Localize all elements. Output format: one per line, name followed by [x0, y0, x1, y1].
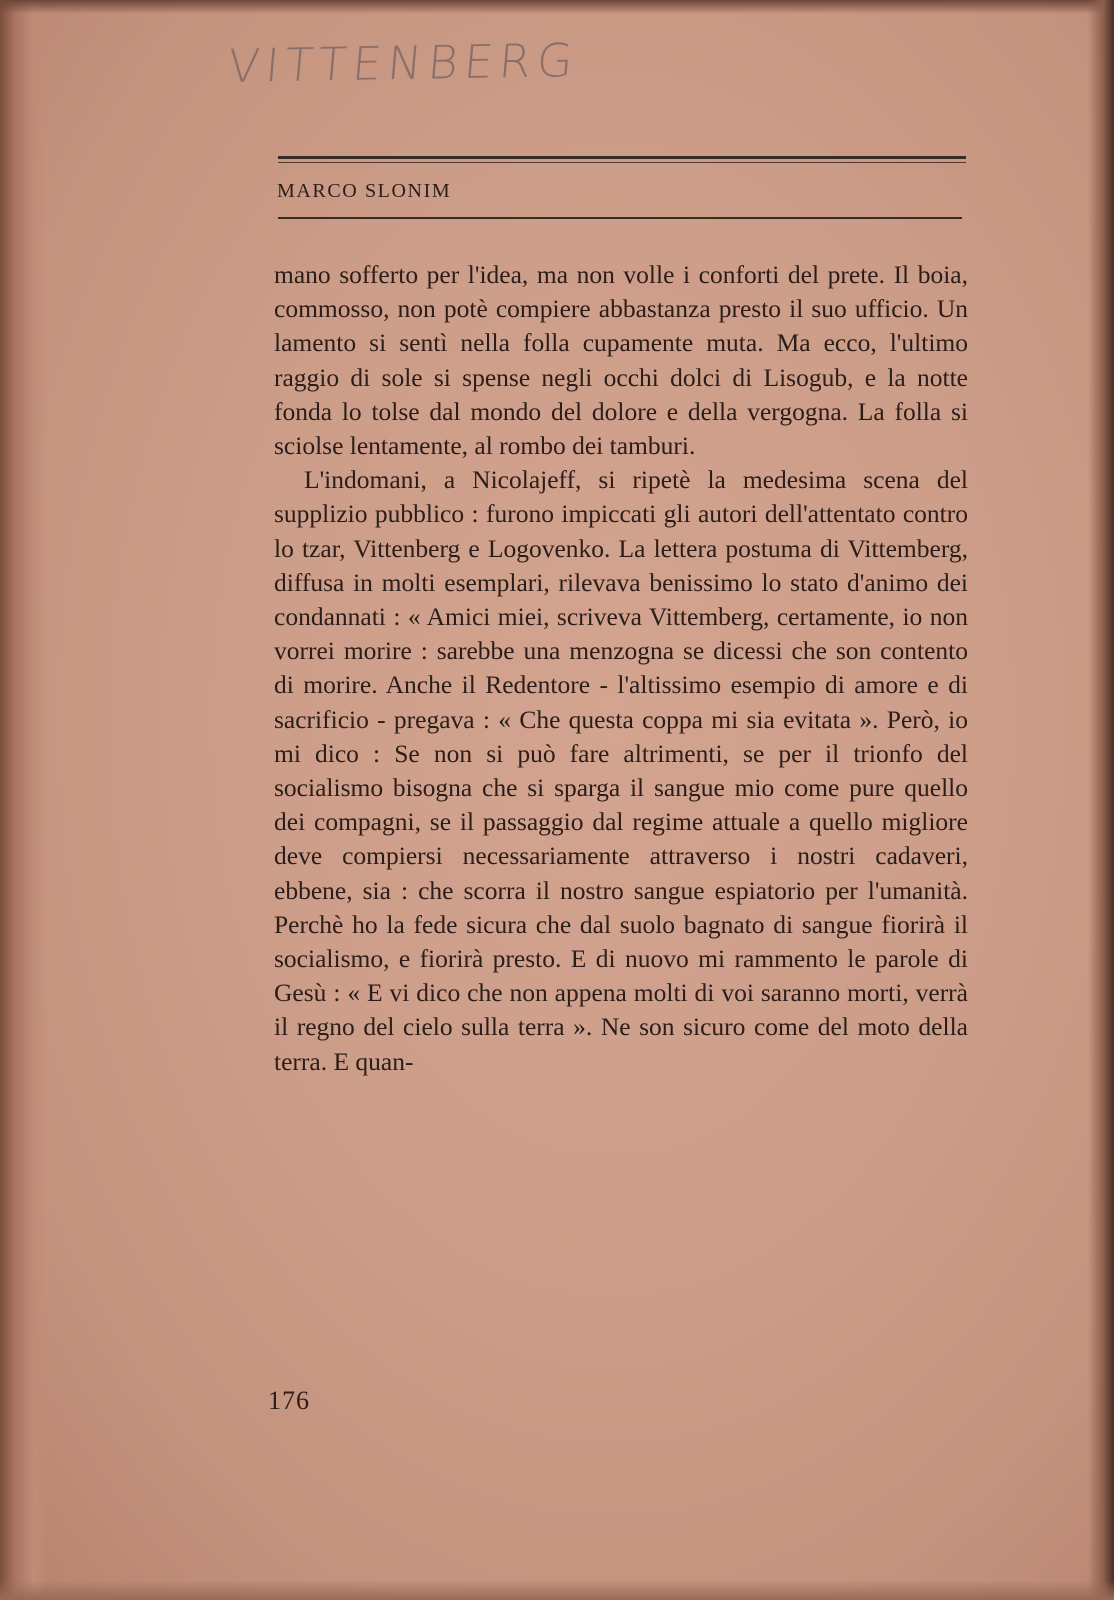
header-rule-top-thin	[278, 162, 966, 163]
handwritten-annotation: VITTENBERG	[225, 32, 582, 94]
body-text	[274, 258, 968, 1079]
paragraph: mano sofferto per l'idea, ma non volle i conforti del prete. Il boia, commosso, non potè compiere abbastanza presto il suo ufficio. Un lamento si sentì nella folla cupamente muta. Ma ecco, l'ultimo raggio di sole si spense negli occhi dolci di Lisogub, e la notte fonda lo tolse dal mondo del dolore e della vergogna. La folla si sciolse lentamente, al rombo dei tamburi.	[274, 260, 968, 461]
page-number: 176	[268, 1386, 310, 1415]
paragraph: L'indomani, a Nicolajeff, si ripetè la medesima scena del supplizio pubblico : furono impiccati gli autori dell'attentato contro lo tzar, Vittenberg e Logovenko. La lettera postuma di Vittemberg, diffusa in molti esemplari, rilevava benissimo lo stato d'animo dei condannati : « Amici miei, scriveva Vittemberg, certamente, io non vorrei morire : sarebbe una menzogna se dicessi che son contento di morire. Anche il Redentore - l'altissimo esempio di amore e di sacrificio - pregava : « Che questa coppa mi sia evitata ». Però, io mi dico : Se non si può fare altrimenti, se per il trionfo del socialismo bisogna che si sparga il sangue mio come pure quello dei compagni, se il passaggio dal regime attuale a quello migliore deve compiersi necessariamente attraverso i nostri cadaveri, ebbene, sia : che scorra il nostro sangue espiatorio per l'umanità. Perchè ho la fede sicura che dal suolo bagnato di sangue fiorirà il socialismo, e fiorirà presto. E di nuovo mi rammento le parole di Gesù : « E vi dico che non appena molti di voi saranno morti, verrà il regno del cielo sulla terra ». Ne son sicuro come del moto della terra. E quan-	[274, 465, 968, 1076]
header-rule-top	[278, 156, 966, 159]
page-top-edge	[0, 0, 1114, 14]
running-head: MARCO SLONIM	[277, 180, 452, 202]
header-rule-bottom	[278, 217, 962, 219]
page-right-edge	[1088, 0, 1114, 1600]
page-left-edge	[0, 0, 48, 1600]
page-bottom-edge	[0, 1580, 1114, 1600]
